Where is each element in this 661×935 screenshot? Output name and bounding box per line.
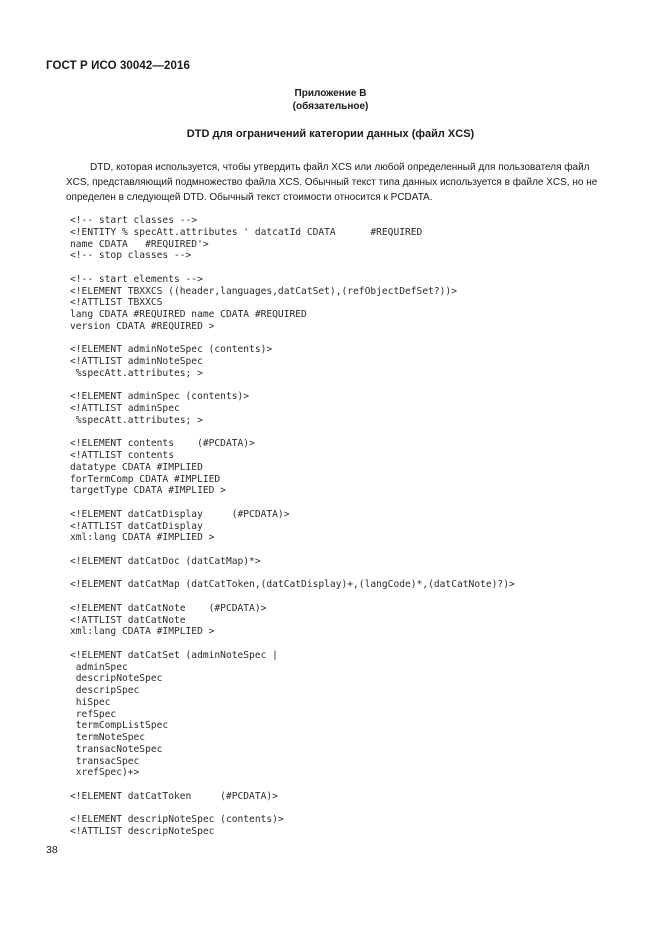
code-line: [70, 779, 610, 791]
intro-line: определен в следующей DTD. Обычный текст стоимости относится к PCDATA.: [66, 192, 433, 203]
code-line: <!ELEMENT TBXXCS ((header,languages,datCatSet),(refObjectDefSet?))>: [70, 285, 457, 297]
code-line: [70, 380, 610, 392]
code-line: [70, 427, 610, 439]
code-line: name CDATA #REQUIRED'>: [70, 238, 209, 250]
code-line: xrefSpec)+>: [70, 767, 140, 779]
code-line: termCompListSpec: [70, 720, 169, 732]
code-line: [70, 333, 610, 345]
code-line: descripSpec: [70, 685, 140, 696]
code-line: version CDATA #REQUIRED >: [70, 320, 215, 332]
code-line: <!ATTLIST TBXXCS: [70, 297, 163, 309]
code-line: xml:lang CDATA #IMPLIED >: [70, 532, 215, 544]
code-line: <!ELEMENT datCatNote (#PCDATA)>: [70, 602, 267, 614]
code-line: refSpec: [70, 708, 117, 720]
code-line: [70, 803, 610, 815]
code-line: <!ATTLIST descripNoteSpec: [70, 826, 215, 837]
code-line: [70, 262, 610, 274]
appendix-note: (обязательное): [292, 101, 369, 112]
code-line: termNoteSpec: [70, 732, 146, 743]
code-line: <!ELEMENT adminSpec (contents)>: [70, 391, 250, 403]
page-number: 38: [46, 844, 58, 856]
code-line: <!ELEMENT contents (#PCDATA)>: [70, 438, 255, 450]
code-line: <!ELEMENT datCatSet (adminNoteSpec |: [70, 649, 278, 661]
code-line: transacSpec: [70, 755, 140, 767]
code-line: %specAtt.attributes; >: [70, 414, 203, 426]
code-line: <!ELEMENT datCatMap (datCatToken,(datCatDisplay)+,(langCode)*,(datCatNote)?)>: [70, 579, 515, 591]
section-title: DTD для ограничений категории данных (файл XCS): [186, 128, 475, 140]
code-line: <!ELEMENT adminNoteSpec (contents)>: [70, 344, 273, 356]
code-line: adminSpec: [70, 661, 128, 673]
code-line: <!-- start elements -->: [70, 273, 203, 285]
code-line: <!-- stop classes -->: [70, 250, 192, 262]
standard-title: ГОСТ Р ИСО 30042—2016: [46, 60, 191, 72]
dtd-code-block: [70, 215, 610, 838]
code-line: hiSpec: [70, 696, 111, 708]
code-line: forTermComp CDATA #IMPLIED: [70, 473, 221, 485]
code-line: descripNoteSpec: [70, 673, 163, 685]
code-line: datatype CDATA #IMPLIED: [70, 461, 203, 473]
code-line: <!ATTLIST contents: [70, 450, 174, 461]
code-line: targetType CDATA #IMPLIED >: [70, 485, 226, 497]
code-line: <!-- start classes -->: [70, 215, 198, 226]
code-line: [70, 638, 610, 650]
intro-line: XCS, представляющий подмножество файла XCS. Обычный текст типа данных используется в файле XCS, но не: [66, 177, 598, 188]
code-line: <!ELEMENT descripNoteSpec (contents)>: [70, 814, 284, 826]
code-line: <!ATTLIST datCatDisplay: [70, 520, 203, 532]
code-line: <!ELEMENT datCatToken (#PCDATA)>: [70, 790, 278, 802]
code-line: [70, 544, 610, 556]
code-line: xml:lang CDATA #IMPLIED >: [70, 626, 215, 638]
code-line: [70, 497, 610, 509]
code-line: <!ATTLIST datCatNote: [70, 614, 186, 626]
code-line: <!ELEMENT datCatDoc (datCatMap)*>: [70, 555, 261, 567]
code-line: [70, 568, 610, 580]
intro-line: DTD, которая используется, чтобы утвердить файл XCS или любой определенный для пользователя файл: [90, 162, 590, 173]
code-line: transacNoteSpec: [70, 743, 163, 755]
code-line: <!ELEMENT datCatDisplay (#PCDATA)>: [70, 508, 290, 520]
code-line: %specAtt.attributes; >: [70, 367, 203, 379]
intro-paragraph: [66, 160, 612, 205]
code-line: [70, 591, 610, 603]
code-line: <!ENTITY % specAtt.attributes ' datcatId CDATA #REQUIRED: [70, 226, 423, 238]
code-line: <!ATTLIST adminNoteSpec: [70, 356, 203, 367]
code-line: <!ATTLIST adminSpec: [70, 403, 180, 414]
code-line: lang CDATA #REQUIRED name CDATA #REQUIRED: [70, 309, 307, 320]
appendix-title: Приложение В: [294, 88, 367, 99]
